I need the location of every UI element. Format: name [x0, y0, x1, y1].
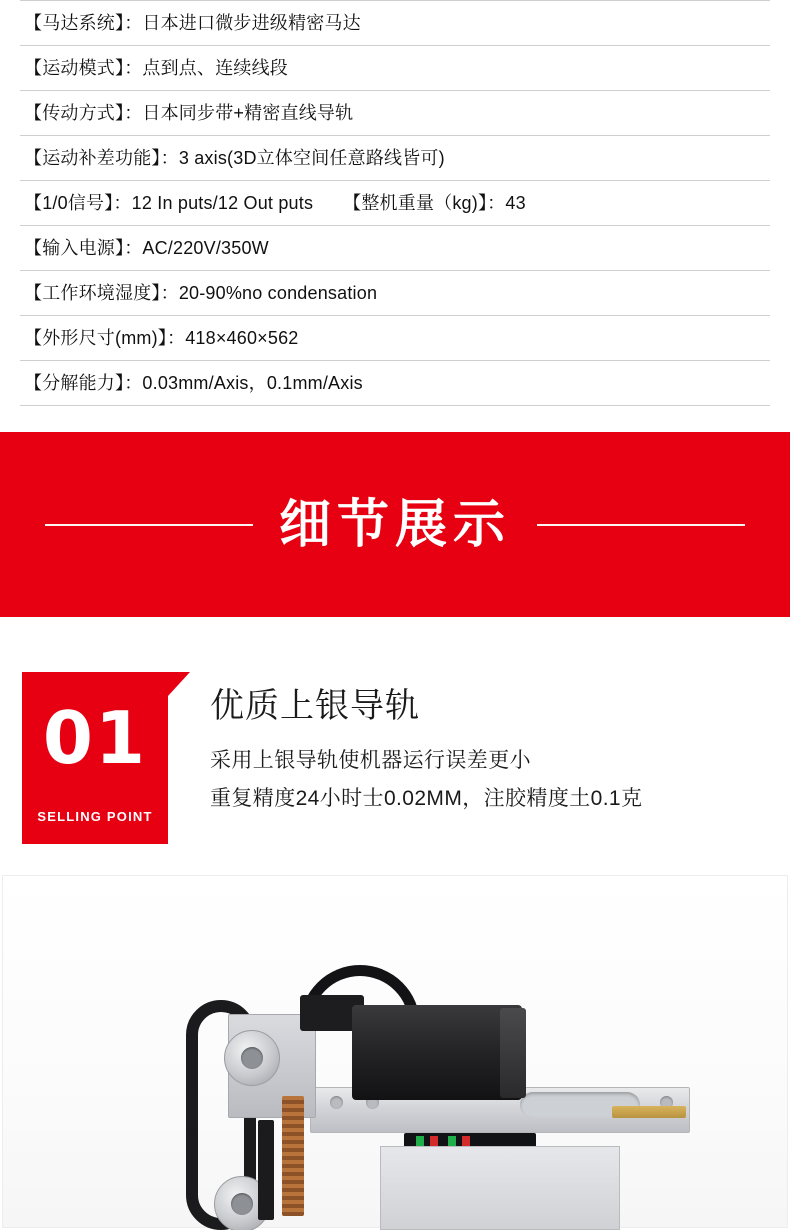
table-row: [20, 361, 770, 406]
table-row: [20, 226, 770, 271]
spec-value: 3 axis(3D立体空间任意路线皆可): [178, 148, 445, 168]
pulley-upper: [224, 1030, 280, 1086]
machine-illustration: [0, 873, 790, 1230]
pcb-led-green: [416, 1136, 424, 1146]
selling-point-desc-line1: 采用上银导轨使机器运行误差更小: [210, 749, 531, 772]
spec-label: 【运动补差功能】：: [24, 148, 179, 168]
rail-hole: [330, 1096, 343, 1109]
selling-point-number: 01: [42, 696, 148, 780]
spec-extra-label: 【整机重量（kg)】：: [343, 193, 506, 213]
table-row: [20, 181, 770, 226]
spec-label: 【马达系统】：: [24, 13, 143, 33]
spec-value: 418×460×562: [185, 328, 299, 348]
spec-value: 0.03mm/Axis，0.1mm/Axis: [142, 373, 363, 393]
spec-value: 12 In puts/12 Out puts: [131, 193, 314, 213]
selling-point-desc-line2: 重复精度24小时士0.02MM，注胶精度土0.1克: [210, 787, 643, 810]
banner-rule-right: [537, 524, 745, 526]
section-banner: [0, 432, 790, 617]
table-row: [20, 316, 770, 361]
spec-label: 【分解能力】：: [24, 373, 143, 393]
spec-label: 【传动方式】：: [24, 103, 143, 123]
spec-value: 日本同步带+精密直线导轨: [142, 103, 354, 123]
table-row: [20, 46, 770, 91]
selling-point-block: [0, 648, 790, 873]
spec-label: 【工作环境湿度】：: [24, 283, 179, 303]
ribbon-cable: [258, 1120, 274, 1220]
spec-label: 【1/0信号】：: [24, 193, 132, 213]
table-row: [20, 136, 770, 181]
table-row: [20, 91, 770, 136]
flex-cable: [282, 1096, 304, 1216]
pulley-hub: [231, 1193, 253, 1215]
motor-end-cap: [500, 1008, 526, 1098]
specification-table: [20, 0, 770, 406]
gold-contact-strip: [612, 1106, 686, 1118]
pcb-led-red: [462, 1136, 470, 1146]
spec-label: 【运动模式】：: [24, 58, 143, 78]
spec-label: 【输入电源】：: [24, 238, 143, 258]
banner-rule-left: [45, 524, 253, 526]
pulley-hub: [241, 1047, 263, 1069]
selling-point-text: [210, 684, 770, 818]
spec-label: 【外形尺寸(mm)】：: [24, 328, 186, 348]
spec-value: 点到点、连续线段: [142, 58, 289, 78]
selling-point-title: 优质上银导轨: [210, 687, 420, 725]
pcb-led-red: [430, 1136, 438, 1146]
spec-extra-value: 43: [505, 193, 526, 213]
selling-point-badge: [22, 672, 168, 844]
spec-value: 20-90%no condensation: [178, 283, 378, 303]
banner-title: 细节展示: [279, 493, 512, 555]
table-row: [20, 1, 770, 46]
spec-value: 日本进口微步进级精密马达: [142, 13, 361, 33]
badge-notch-shape: [168, 672, 190, 696]
table-row: [20, 271, 770, 316]
spec-value: AC/220V/350W: [142, 238, 269, 258]
pcb-led-green: [448, 1136, 456, 1146]
base-plate: [380, 1146, 620, 1230]
stepper-motor: [352, 1005, 522, 1100]
selling-point-sublabel: SELLING POINT: [37, 809, 153, 824]
